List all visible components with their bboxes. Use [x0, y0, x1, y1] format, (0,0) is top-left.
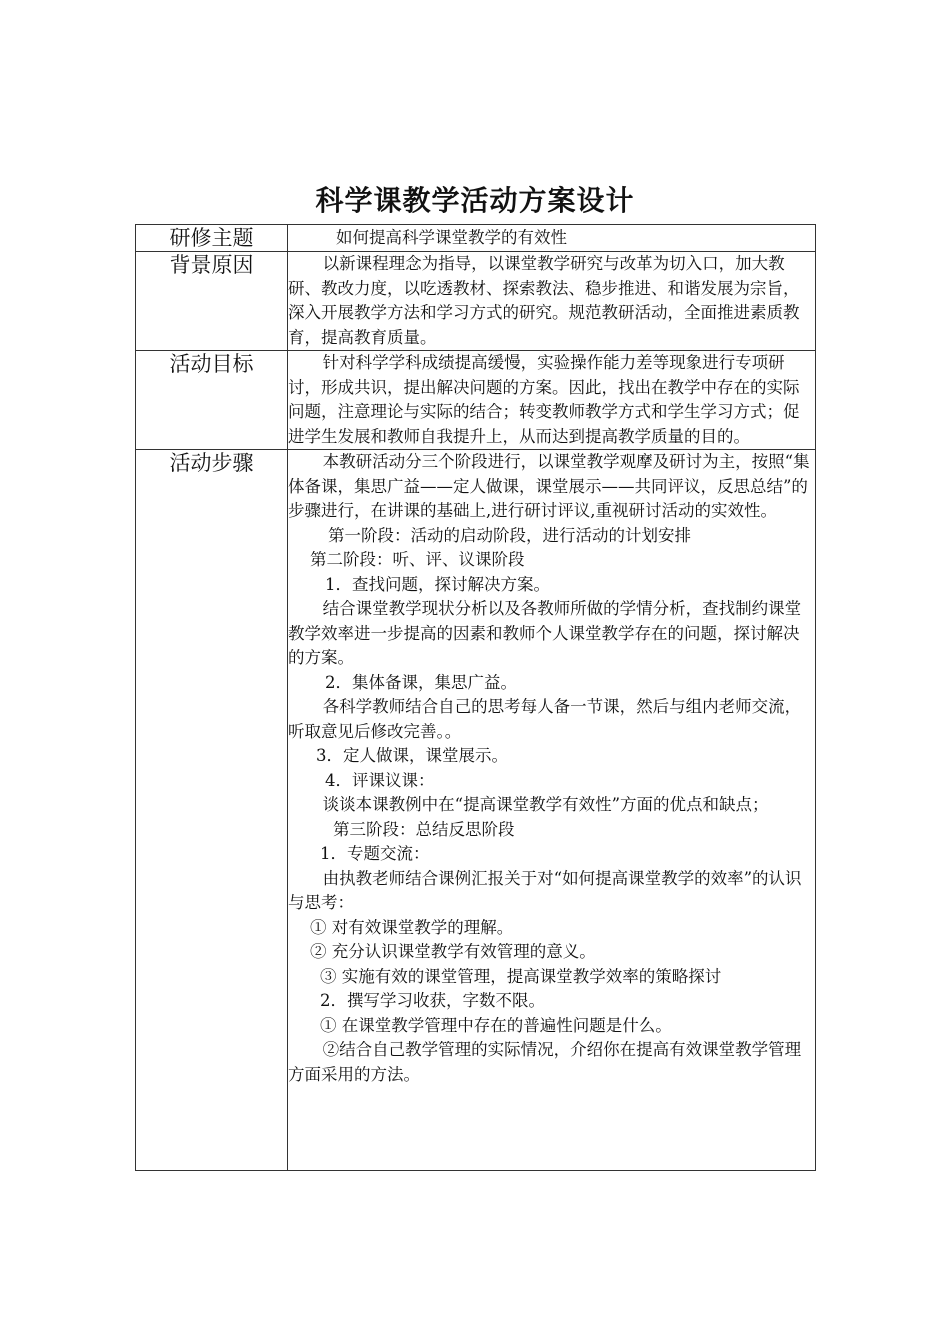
stage2-item4-text: 谈谈本课教例中在“提高课堂教学有效性”方面的优点和缺点； [322, 795, 769, 814]
stage2-item1-text: 结合课堂教学现状分析以及各教师所做的学情分析，查找制约课堂教学效率进一步提高的因素和教师个人课堂教学存在的问题，探讨解决的方案。 [288, 599, 802, 667]
steps-intro: 本教研活动分三个阶段进行，以课堂教学观摩及研讨为主，按照“集体备课，集思广益——定人做课，课堂展示——共同评议，反思总结”的步骤进行，在讲课的基础上,进行研讨评议,重视研讨活动的实效性。 [288, 452, 810, 520]
stage3-item2-sub2: ②结合自己教学管理的实际情况，介绍你在提高有效课堂教学管理方面采用的方法。 [288, 1040, 802, 1084]
stage3-sub2: ② 充分认识课堂教学有效管理的意义。 [310, 942, 596, 961]
stage3-heading: 第三阶段：总结反思阶段 [333, 819, 515, 839]
background-cell [288, 252, 816, 351]
stage3-item1-text: 由执教老师结合课例汇报关于对“如何提高课堂教学的效率”的认识与思考： [288, 868, 802, 912]
stage2-item3: 3．定人做课，课堂展示。 [316, 746, 508, 765]
stage2-item1: 1．查找问题，探讨解决方案。 [325, 574, 550, 594]
document-title: 科学课教学活动方案设计 [315, 184, 635, 217]
table-row-topic [136, 225, 816, 252]
label-background: 背景原因 [136, 252, 288, 351]
steps-cell [288, 450, 816, 1171]
stage2-item2-text: 各科学教师结合自己的思考每人备一节课，然后与组内老师交流，听取意见后修改完善。。 [288, 697, 802, 741]
table-row-goal [136, 351, 816, 450]
stage3-item1: 1．专题交流： [320, 844, 430, 863]
label-goal: 活动目标 [136, 351, 288, 450]
plan-table [135, 224, 816, 1171]
stage3-item2: 2．撰写学习收获，字数不限。 [320, 991, 545, 1010]
stage2-heading: 第二阶段：听、评、议课阶段 [310, 550, 525, 569]
stage2-item2: 2．集体备课，集思广益。 [325, 672, 517, 692]
table-row-background [136, 252, 816, 351]
stage1-heading: 第一阶段：活动的启动阶段，进行活动的计划安排 [328, 525, 691, 545]
background-text: 以新课程理念为指导，以课堂教学研究与改革为切入口，加大教研、教改力度，以吃透教材、探索教法、稳步推进、和谐发展为宗旨，深入开展教学方法和学习方式的研究。规范教研活动，全面推进素质教育，提高教育质量。 [288, 254, 800, 347]
label-topic: 研修主题 [136, 225, 288, 252]
topic-text: 如何提高科学课堂教学的有效性 [288, 225, 816, 252]
goal-text: 针对科学学科成绩提高缓慢，实验操作能力差等现象进行专项研讨，形成共识，提出解决问题的方案。因此，找出在教学中存在的实际问题，注意理论与实际的结合；转变教师教学方式和学生学习方式；促进学生发展和教师自我提升上，从而达到提高教学质量的目的。 [288, 353, 800, 446]
goal-cell [288, 351, 816, 450]
stage2-item4: 4．评课议课： [325, 770, 435, 790]
stage3-sub1: ① 对有效课堂教学的理解。 [310, 917, 514, 937]
label-steps: 活动步骤 [136, 450, 288, 1171]
stage3-sub3: ③ 实施有效的课堂管理，提高课堂教学效率的策略探讨 [320, 966, 722, 986]
stage3-item2-sub1: ① 在课堂教学管理中存在的普遍性问题是什么。 [320, 1015, 672, 1035]
table-row-steps [136, 450, 816, 1171]
